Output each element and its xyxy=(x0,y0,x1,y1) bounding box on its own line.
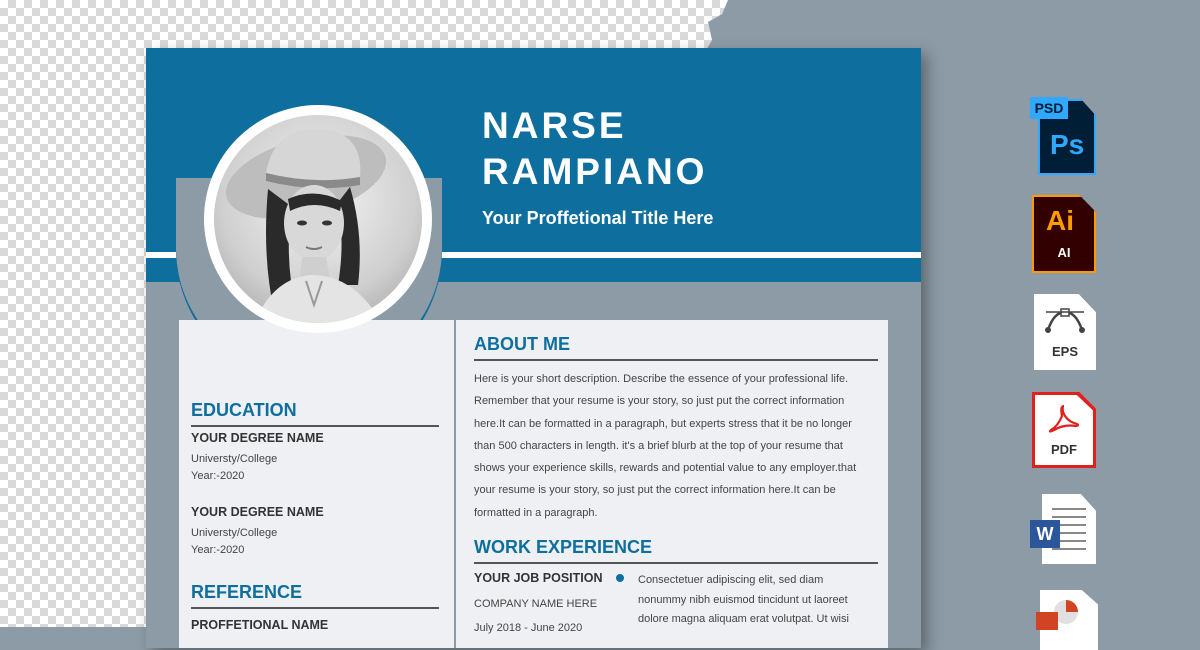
pdf-label: PDF xyxy=(1051,442,1077,457)
word-doc-icon xyxy=(1030,494,1098,566)
word-letter: W xyxy=(1030,520,1060,548)
eps-vector-icon xyxy=(1034,294,1096,372)
pdf-file-icon xyxy=(1032,392,1096,470)
education-rule xyxy=(191,425,439,427)
school-name: Universty/College xyxy=(191,453,278,465)
last-name: RAMPIANO xyxy=(482,151,708,192)
degree-year: Year:-2020 xyxy=(191,470,245,482)
first-name: NARSE xyxy=(482,105,627,146)
education-heading: EDUCATION xyxy=(191,400,297,420)
resume-page xyxy=(146,48,921,648)
work-heading: WORK EXPERIENCE xyxy=(474,537,653,557)
job-position: YOUR JOB POSITION xyxy=(474,571,603,585)
degree-year: Year:-2020 xyxy=(191,544,245,556)
illustrator-ai-icon xyxy=(1032,195,1096,275)
ai-letters: Ai xyxy=(1046,205,1074,236)
powerpoint-icon xyxy=(1036,590,1100,630)
reference-heading: REFERENCE xyxy=(191,582,303,602)
reference-rule xyxy=(191,607,439,609)
ai-label: AI xyxy=(1057,245,1071,260)
photoshop-psd-icon xyxy=(1030,97,1096,177)
about-text: Here is your short description. Describe the essence of your professional life. Remember that your resume is your story, so just put the correct information here.It can be formatted in a paragraph, but experts stress that it be no longer than 500 characters in length. it's a brief blurb at the top of your resume that shows your experience skills, rewards and potential value to any employer.that your resume is your story, so just put the correct information here.It can be formatted in a paragraph. xyxy=(474,373,857,519)
job-dates: July 2018 - June 2020 xyxy=(474,622,583,634)
work-rule xyxy=(474,562,878,564)
about-heading: ABOUT ME xyxy=(474,334,570,354)
work-description: Consectetuer adipiscing elit, sed diam nonummy nibh euismod tincidunt ut laoreet dolore magna aliquam erat volutpat. Ut wisi xyxy=(638,574,849,625)
reference-name: PROFFETIONAL NAME xyxy=(191,618,329,632)
degree-name: YOUR DEGREE NAME xyxy=(191,431,324,445)
degree-name: YOUR DEGREE NAME xyxy=(191,505,324,519)
ps-letters: Ps xyxy=(1050,129,1085,160)
timeline-bullet xyxy=(616,574,624,582)
school-name: Universty/College xyxy=(191,527,278,539)
professional-title: Your Proffetional Title Here xyxy=(482,208,714,228)
profile-photo xyxy=(214,115,422,323)
about-rule xyxy=(474,359,878,361)
eps-label: EPS xyxy=(1051,344,1078,359)
company-name: COMPANY NAME HERE xyxy=(474,598,598,610)
psd-tag: PSD xyxy=(1030,97,1068,119)
